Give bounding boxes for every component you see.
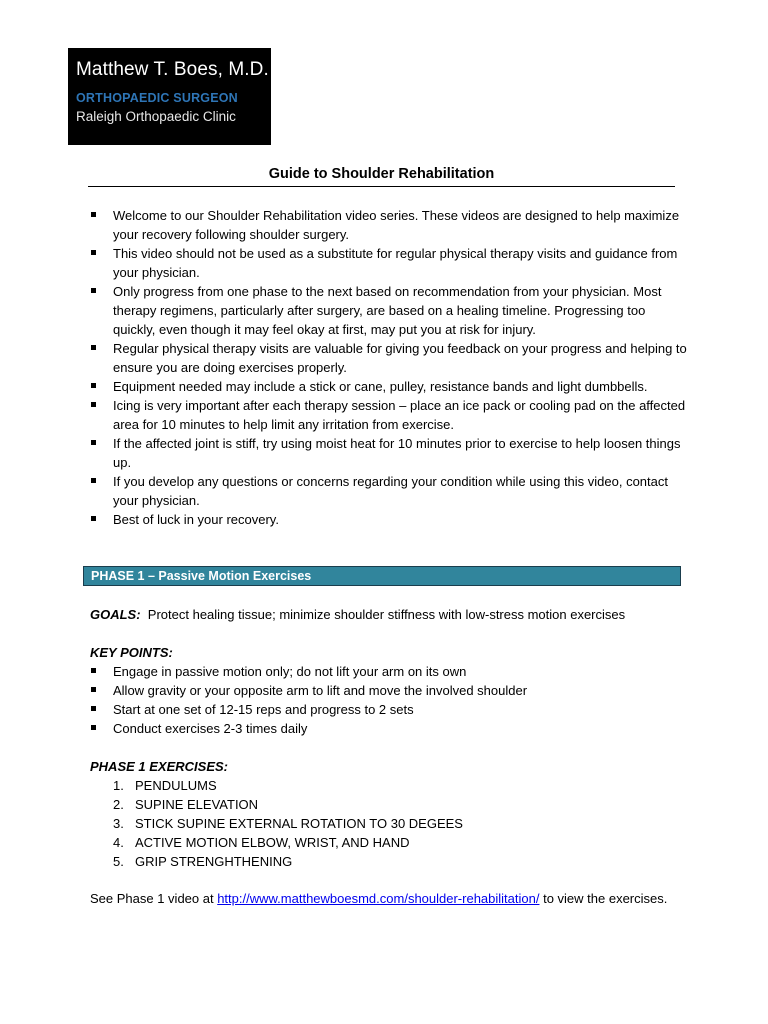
document-title: Guide to Shoulder Rehabilitation	[88, 164, 675, 187]
list-item: Welcome to our Shoulder Rehabilitation video series. These videos are designed to help maximize your recovery following shoulder surgery.	[88, 206, 688, 244]
item-text: GRIP STRENGHTHENING	[135, 854, 293, 869]
list-item: Start at one set of 12-15 reps and progress to 2 sets	[88, 700, 708, 719]
list-item	[113, 814, 613, 833]
list-item	[113, 833, 613, 852]
item-number: 5.	[113, 854, 124, 869]
clinic-logo	[68, 48, 271, 145]
see-suffix: to view the exercises.	[539, 891, 668, 906]
goals-text: Protect healing tissue; minimize shoulder stiffness with low-stress motion exercises	[147, 607, 626, 622]
logo-role: ORTHOPAEDIC SURGEON	[76, 91, 238, 105]
item-text: SUPINE ELEVATION	[135, 797, 259, 812]
item-number: 4.	[113, 835, 124, 850]
list-item: Conduct exercises 2-3 times daily	[88, 719, 708, 738]
item-number: 2.	[113, 797, 124, 812]
item-text: ACTIVE MOTION ELBOW, WRIST, AND HAND	[135, 835, 410, 850]
item-number: 3.	[113, 816, 124, 831]
list-item: Regular physical therapy visits are valuable for giving you feedback on your progress and helping to ensure you are doing exercises properly.	[88, 339, 688, 377]
list-item: Engage in passive motion only; do not lift your arm on its own	[88, 662, 708, 681]
video-reference	[90, 889, 690, 908]
goals-label: GOALS:	[90, 607, 141, 622]
list-item: Icing is very important after each therapy session – place an ice pack or cooling pad on the affected area for 10 minutes to help limit any irritation from exercise.	[88, 396, 688, 434]
phase-header-bar: PHASE 1 – Passive Motion Exercises	[83, 566, 681, 586]
list-item: Allow gravity or your opposite arm to lift and move the involved shoulder	[88, 681, 708, 700]
intro-bullet-list	[88, 206, 688, 529]
list-item: If you develop any questions or concerns regarding your condition while using this video, contact your physician.	[88, 472, 688, 510]
exercises-label: PHASE 1 EXERCISES:	[90, 759, 228, 774]
logo-name: Matthew T. Boes, M.D.	[76, 59, 269, 80]
list-item: Best of luck in your recovery.	[88, 510, 688, 529]
item-text: PENDULUMS	[135, 778, 217, 793]
list-item: Equipment needed may include a stick or cane, pulley, resistance bands and light dumbbells.	[88, 377, 688, 396]
item-number: 1.	[113, 778, 124, 793]
item-text: STICK SUPINE EXTERNAL ROTATION TO 30 DEGEES	[135, 816, 463, 831]
list-item	[113, 852, 613, 871]
key-points-list	[88, 662, 708, 738]
list-item	[113, 795, 613, 814]
list-item: Only progress from one phase to the next based on recommendation from your physician. Most therapy regimens, particularly after surgery, are based on a healing timeline. Progressing too quickly, even though it may feel okay at first, may put you at risk for injury.	[88, 282, 688, 339]
goals-line	[90, 605, 730, 624]
list-item	[113, 776, 613, 795]
video-link[interactable]: http://www.matthewboesmd.com/shoulder-rehabilitation/	[217, 891, 540, 906]
key-points-label: KEY POINTS:	[90, 645, 173, 660]
logo-clinic: Raleigh Orthopaedic Clinic	[76, 109, 236, 124]
list-item: If the affected joint is stiff, try using moist heat for 10 minutes prior to exercise to help loosen things up.	[88, 434, 688, 472]
list-item: This video should not be used as a substitute for regular physical therapy visits and guidance from your physician.	[88, 244, 688, 282]
see-prefix: See Phase 1 video at	[90, 891, 218, 906]
exercises-list	[113, 776, 613, 871]
